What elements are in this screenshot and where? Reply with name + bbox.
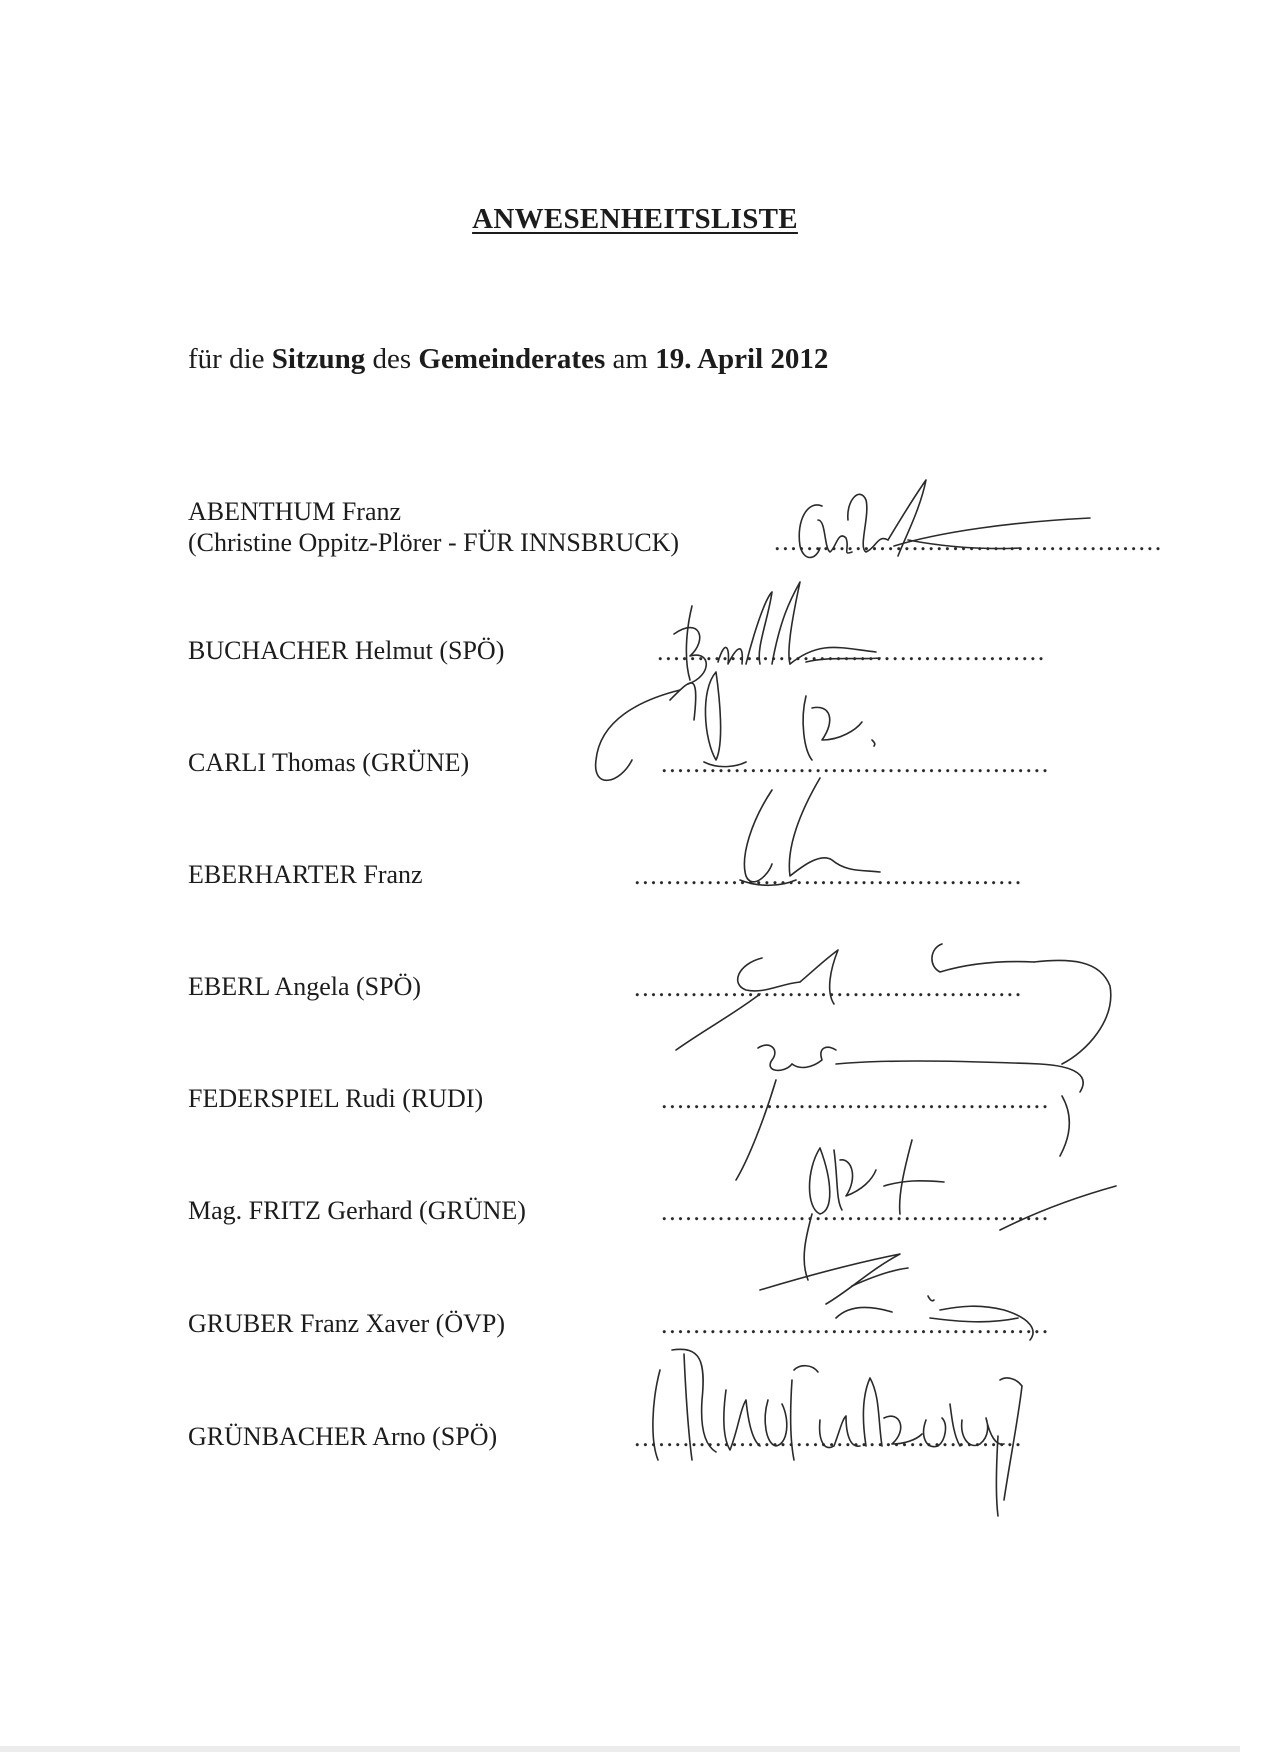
member-name: Mag. FRITZ Gerhard (GRÜNE) [188, 1196, 526, 1225]
member-entry [188, 1195, 526, 1226]
document-title: ANWESENHEITSLISTE [472, 203, 798, 235]
member-entry [188, 1421, 497, 1452]
member-name: ABENTHUM Franz [188, 497, 402, 526]
member-substitute: (Christine Oppitz-Plörer - FÜR INNSBRUCK) [188, 528, 680, 557]
member-name: EBERL Angela (SPÖ) [188, 972, 422, 1001]
signature-eberl [676, 944, 1111, 1064]
member-entry [188, 971, 421, 1002]
signature-line: ................................................ [661, 1197, 1050, 1226]
signature-line: ................................................ [634, 861, 1023, 890]
member-entry [188, 859, 423, 890]
member-name: CARLI Thomas (GRÜNE) [188, 748, 470, 777]
signature-line: ................................................ [634, 1423, 1023, 1452]
session-line [188, 343, 828, 376]
signature-line: ................................................ [661, 1085, 1050, 1114]
session-text-3: des [365, 343, 419, 375]
member-name: BUCHACHER Helmut (SPÖ) [188, 636, 505, 665]
session-date: 19. April 2012 [655, 343, 829, 375]
scan-edge [0, 1746, 1240, 1752]
session-text-4: Gemeinderates [418, 343, 606, 375]
member-name: EBERHARTER Franz [188, 860, 423, 889]
member-entry [188, 496, 679, 558]
session-text-5: am [605, 343, 656, 375]
signature-line: ................................................ [774, 527, 1163, 556]
signature-line: ................................................ [634, 973, 1023, 1002]
session-text-1: für die [188, 343, 272, 375]
member-name: GRUBER Franz Xaver (ÖVP) [188, 1309, 506, 1338]
member-entry [188, 1083, 483, 1114]
member-entry [188, 635, 504, 666]
session-text-2: Sitzung [271, 343, 366, 375]
signature-line: ................................................ [657, 637, 1046, 666]
member-name: GRÜNBACHER Arno (SPÖ) [188, 1422, 498, 1451]
member-name: FEDERSPIEL Rudi (RUDI) [188, 1084, 484, 1113]
signature-line: ................................................ [661, 749, 1050, 778]
member-entry [188, 747, 469, 778]
signature-line: ................................................ [661, 1310, 1050, 1339]
member-entry [188, 1308, 505, 1339]
